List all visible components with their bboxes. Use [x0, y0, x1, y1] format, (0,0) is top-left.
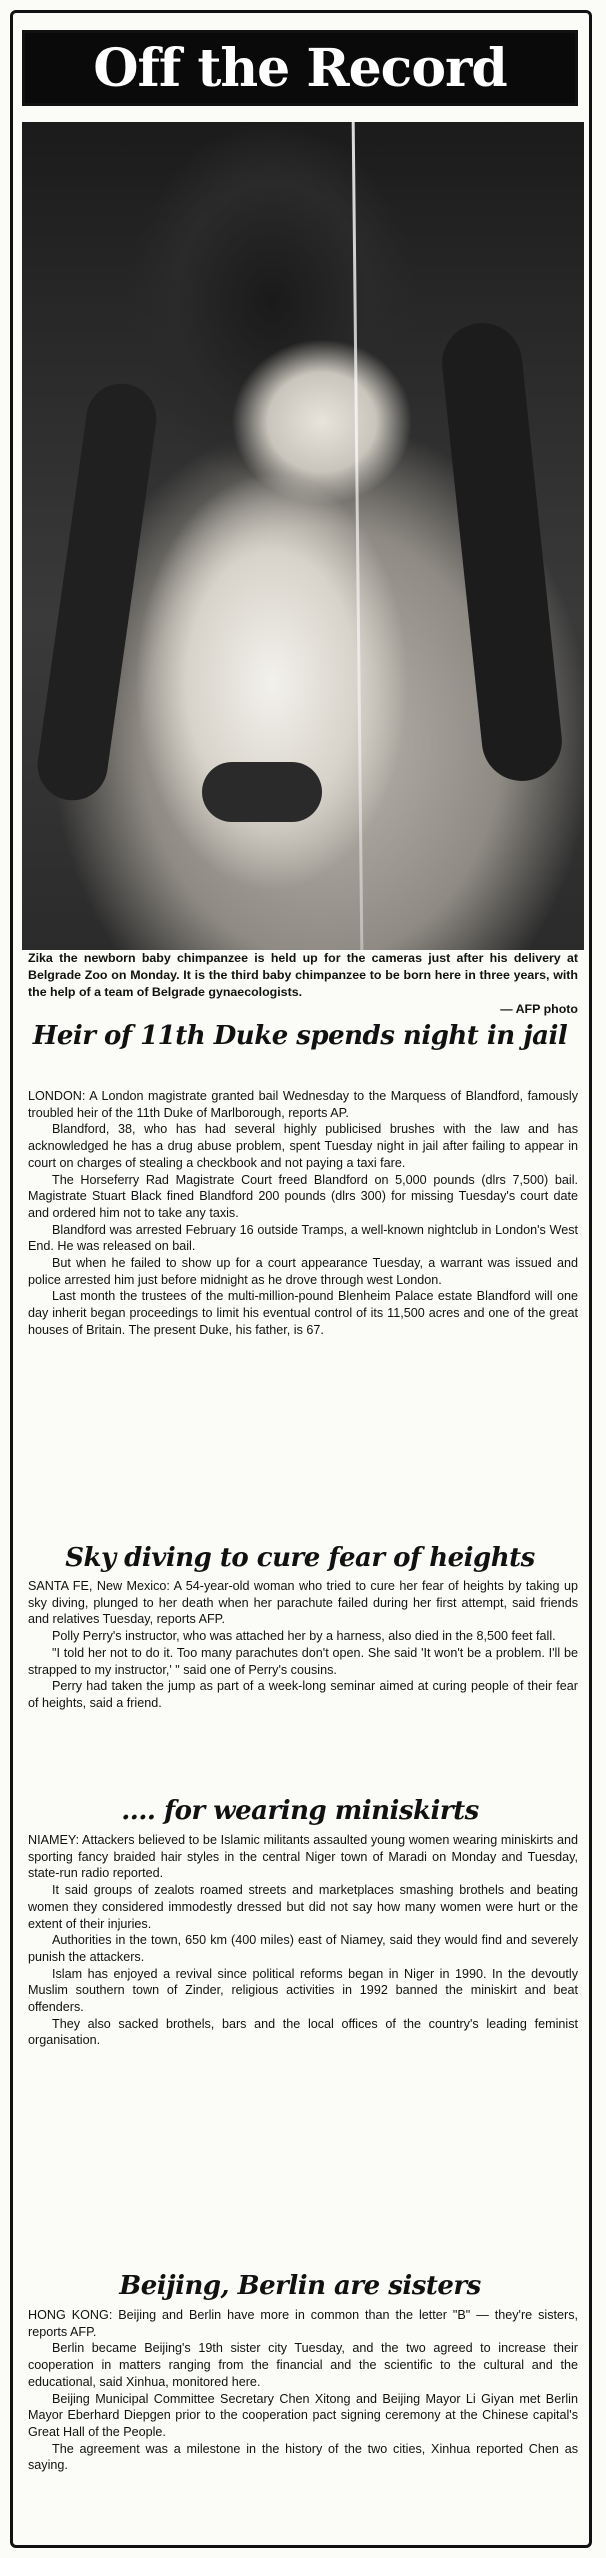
story-paragraph: NIAMEY: Attackers believed to be Islamic militants assaulted young women wearing miniskirts and sporting fancy braided hair styles in the central Niger town of Maradi on Monday and Tuesday, state-run radio reported.: [28, 1833, 578, 1881]
story-body-beijing: [28, 2307, 578, 2474]
photo-credit: — AFP photo: [500, 1002, 578, 1016]
photo-scratch-line: [352, 122, 364, 950]
story-paragraph: Blandford was arrested February 16 outside Tramps, a well-known nightclub in London's West End. He was released on bail.: [28, 1222, 578, 1254]
story-body-skydiving: [28, 1578, 578, 1712]
story-paragraph: Blandford, 38, who has had several highly publicised brushes with the law and has acknowledged he has a drug abuse problem, spent Tuesday night in jail after failing to appear in court on charges of stealing a checkbook and not paying a taxi fare.: [28, 1122, 578, 1170]
story-paragraph: The Horseferry Rad Magistrate Court freed Blandford on 5,000 pounds (dlrs 7,500) bail. Magistrate Stuart Black fined Blandford 200 pounds (dlrs 300) for missing Tuesday's court date and ordered him not to take any taxis.: [28, 1172, 578, 1220]
story-paragraph: Berlin became Beijing's 19th sister city Tuesday, and the two agreed to increase their cooperation in matters ranging from the financial and the scientific to the cultural and the educational, said Xinhua, monitored here.: [28, 2341, 578, 2389]
story-paragraph: Islam has enjoyed a revival since political reforms began in Niger in 1990. In the devoutly Muslim southern town of Zinder, religious activities in 1992 banned the miniskirt and beat offenders.: [28, 1966, 578, 2015]
masthead-banner: [22, 30, 578, 106]
story-paragraph: LONDON: A London magistrate granted bail Wednesday to the Marquess of Blandford, famously troubled heir of the 11th Duke of Marlborough, reports AP.: [28, 1089, 578, 1120]
story-paragraph: Last month the trustees of the multi-million-pound Blenheim Palace estate Blandford will one day inherit began proceedings to limit his eventual control of its 11,500 acres and one of the great houses of Britain. The present Duke, his father, is 67.: [28, 1289, 578, 1337]
story-body-duke: [28, 1088, 578, 1339]
story-paragraph: The agreement was a milestone in the history of the two cities, Xinhua reported Chen as saying.: [28, 2441, 578, 2473]
story-headline-skydiving: Sky diving to cure fear of heights: [65, 1543, 535, 1573]
story-paragraph: Authorities in the town, 650 km (400 miles) east of Niamey, said they would find and severely punish the attackers.: [28, 1933, 578, 1964]
story-paragraph: "I told her not to do it. Too many parachutes don't open. She said 'It won't be a problem. I'll be strapped to my instructor,' " said one of Perry's cousins.: [28, 1645, 578, 1677]
story-paragraph: But when he failed to show up for a court appearance Tuesday, a warrant was issued and police arrested him just before midnight as he drove through west London.: [28, 1256, 578, 1287]
story-headline-beijing: Beijing, Berlin are sisters: [119, 2271, 481, 2301]
story-paragraph: They also sacked brothels, bars and the local offices of the country's leading feminist organisation.: [28, 2016, 578, 2048]
story-paragraph: SANTA FE, New Mexico: A 54-year-old woman who tried to cure her fear of heights by taking up sky diving, plunged to her death when her parachute failed during her first attempt, said friends and relatives Tuesday, reports AFP.: [28, 1579, 578, 1627]
story-paragraph: Perry had taken the jump as part of a week-long seminar aimed at curing people of their fear of heights, said a friend.: [28, 1679, 578, 1710]
caption-text: Zika the newborn baby chimpanzee is held up for the cameras just after his delivery at Belgrade Zoo on Monday. It is the third baby chimpanzee to be born here in three years, with the help of a team of Belgrade gynaecologists.: [28, 951, 578, 999]
photo-caption: [28, 950, 578, 1018]
story-paragraph: Beijing Municipal Committee Secretary Chen Xitong and Beijing Mayor Li Giyan met Berlin Mayor Eberhard Diepgen prior to the cooperation pact signing ceremony at the Chinese capital's Great Hall of the People.: [28, 2391, 578, 2439]
masthead-title: Off the Record: [93, 38, 507, 99]
story-headline-duke: Heir of 11th Duke spends night in jail: [32, 1021, 568, 1051]
story-paragraph: HONG KONG: Beijing and Berlin have more in common than the letter "B" — they're sisters, reports AFP.: [28, 2308, 578, 2339]
story-body-miniskirts: [28, 1832, 578, 2049]
story-paragraph: Polly Perry's instructor, who was attached her by a harness, also died in the 8,500 feet fall.: [52, 1629, 556, 1644]
story-paragraph: It said groups of zealots roamed streets and marketplaces smashing brothels and beating women they considered immodestly dressed but did not say how many women were hurt or the extent of their injuries.: [28, 1883, 578, 1931]
story-headline-miniskirts: .... for wearing miniskirts: [121, 1796, 479, 1826]
chimpanzee-photo: [22, 122, 584, 950]
